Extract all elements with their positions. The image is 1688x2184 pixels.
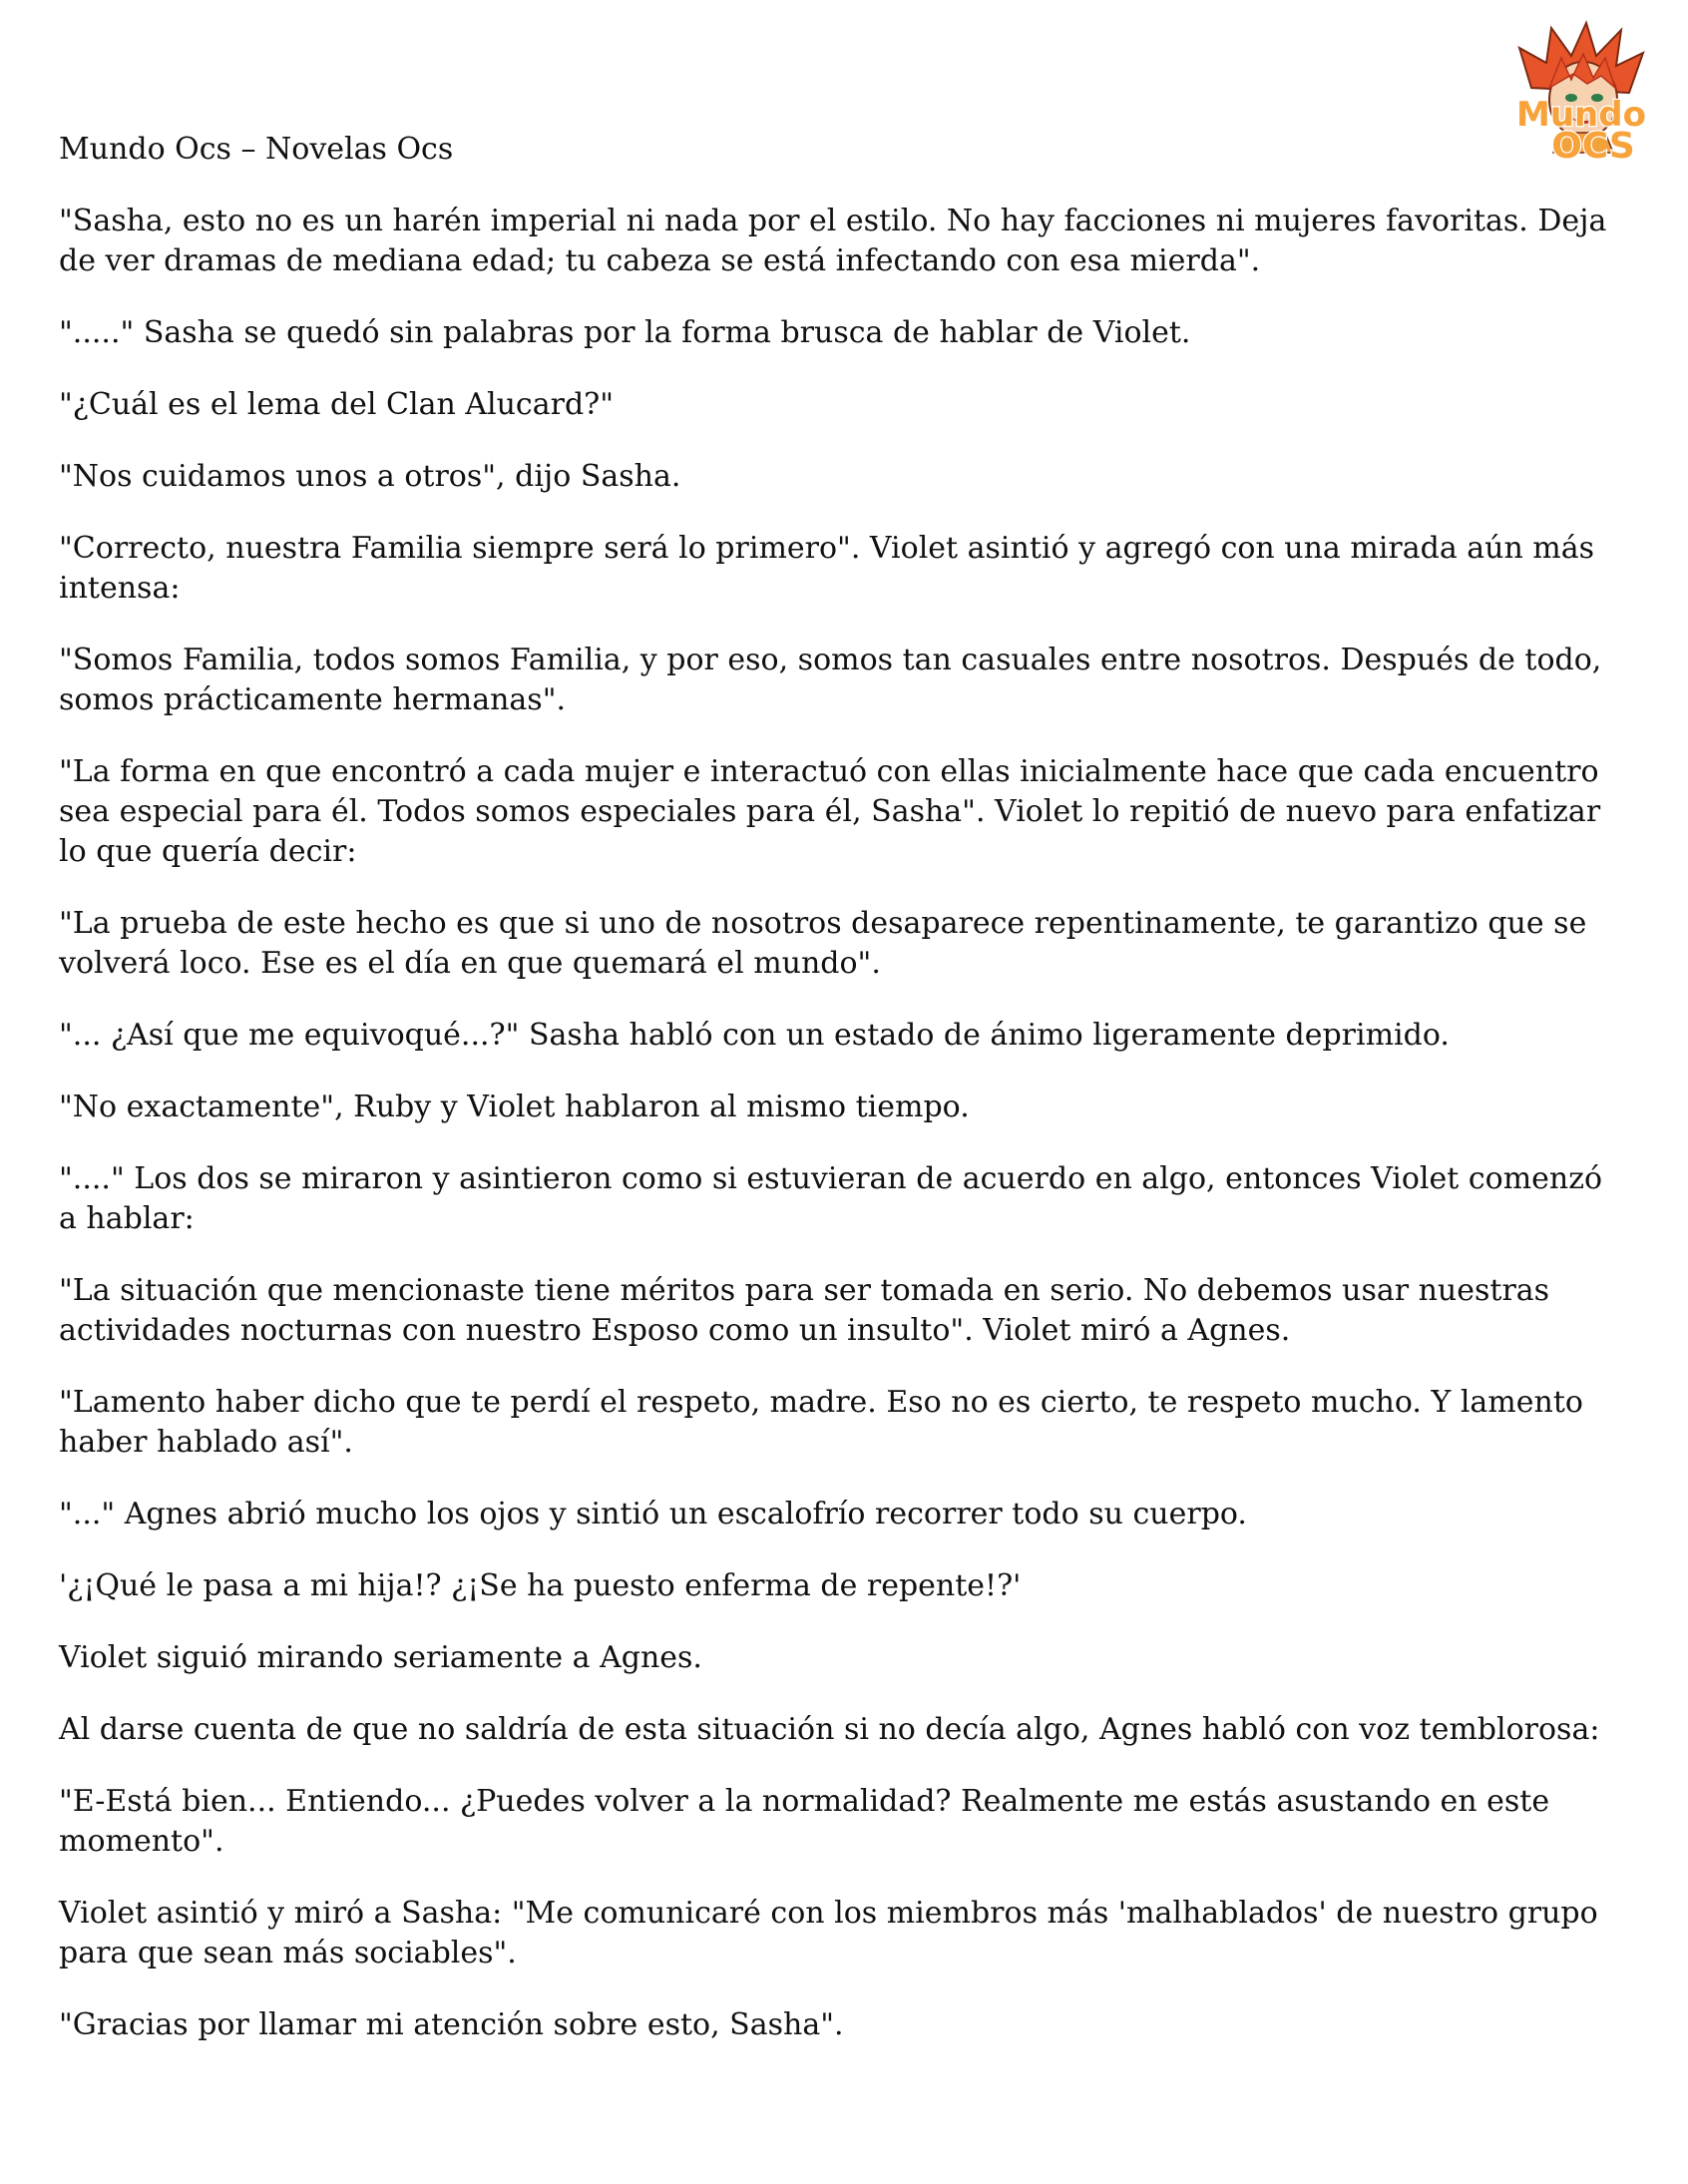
page-header-title: Mundo Ocs – Novelas Ocs	[59, 132, 454, 167]
paragraph: "Sasha, esto no es un harén imperial ni nada por el estilo. No hay facciones ni mujeres favoritas. Deja de ver dramas de mediana edad; tu cabeza se está infectando con esa mierda".	[59, 204, 1607, 278]
paragraph: "...." Los dos se miraron y asintieron como si estuvieran de acuerdo en algo, entonces Violet comenzó a hablar:	[59, 1161, 1603, 1236]
paragraph: "... ¿Así que me equivoqué...?" Sasha habló con un estado de ánimo ligeramente deprimido.	[59, 1018, 1450, 1053]
paragraph: "..." Agnes abrió mucho los ojos y sintió un escalofrío recorrer todo su cuerpo.	[59, 1497, 1247, 1531]
logo-line2: OCS	[1551, 126, 1635, 167]
logo-line1: Mundo	[1516, 95, 1646, 135]
document-body	[59, 130, 1615, 2077]
paragraph-list	[59, 202, 1615, 2045]
paragraph: "Nos cuidamos unos a otros", dijo Sasha.	[59, 459, 681, 494]
paragraph: '¿¡Qué le pasa a mi hija!? ¿¡Se ha puesto enferma de repente!?'	[59, 1568, 1022, 1603]
paragraph: Violet asintió y miró a Sasha: "Me comunicaré con los miembros más 'malhablados' de nuestro grupo para que sean más sociables".	[59, 1896, 1598, 1970]
paragraph: "Gracias por llamar mi atención sobre esto, Sasha".	[59, 2007, 844, 2042]
paragraph: Al darse cuenta de que no saldría de esta situación si no decía algo, Agnes habló con voz temblorosa:	[59, 1712, 1600, 1747]
paragraph: "E-Está bien... Entiendo... ¿Puedes volver a la normalidad? Realmente me estás asustando en este momento".	[59, 1784, 1550, 1859]
paragraph: "No exactamente", Ruby y Violet hablaron al mismo tiempo.	[59, 1090, 970, 1124]
paragraph: "¿Cuál es el lema del Clan Alucard?"	[59, 387, 615, 422]
paragraph: "La prueba de este hecho es que si uno de nosotros desaparece repentinamente, te garantizo que se volverá loco. Ese es el día en que quemará el mundo".	[59, 906, 1587, 981]
paragraph: Violet siguió mirando seriamente a Agnes.	[59, 1640, 702, 1675]
paragraph: "Lamento haber dicho que te perdí el respeto, madre. Eso no es cierto, te respeto mucho. Y lamento haber hablado así".	[59, 1385, 1583, 1460]
paragraph: "Somos Familia, todos somos Familia, y por eso, somos tan casuales entre nosotros. Después de todo, somos prácticamente hermanas".	[59, 643, 1602, 717]
paragraph: "La forma en que encontró a cada mujer e interactuó con ellas inicialmente hace que cada encuentro sea especial para él. Todos somos especiales para él, Sasha". Violet lo repitió de nuevo para enfatizar lo que quería decir:	[59, 754, 1601, 869]
paragraph: "....." Sasha se quedó sin palabras por la forma brusca de hablar de Violet.	[59, 315, 1191, 350]
paragraph: "Correcto, nuestra Familia siempre será lo primero". Violet asintió y agregó con una mirada aún más intensa:	[59, 531, 1595, 606]
paragraph: "La situación que mencionaste tiene méritos para ser tomada en serio. No debemos usar nuestras actividades nocturnas con nuestro Esposo como un insulto". Violet miró a Agnes.	[59, 1273, 1550, 1348]
